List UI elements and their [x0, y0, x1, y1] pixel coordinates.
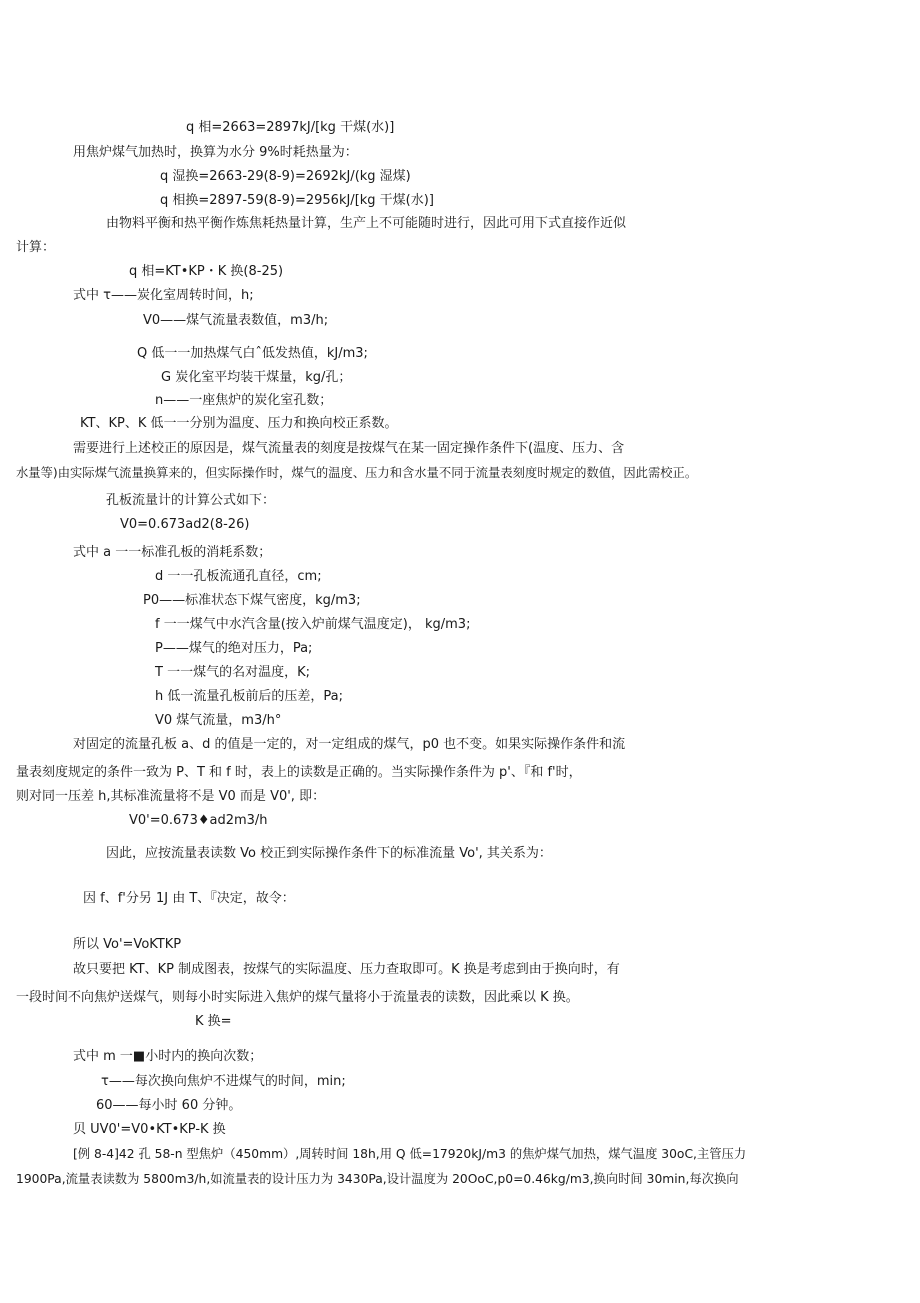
formula-line: q 相=2663=2897kJ/[kg 干煤(水)] — [186, 120, 395, 135]
text-line: 60——每小时 60 分钟。 — [96, 1098, 242, 1113]
text-line: 由物料平衡和热平衡作炼焦耗热量计算，生产上不可能随时进行，因此可用下式直接作近似 — [106, 216, 627, 231]
text-line: 水量等)由实际煤气流量换算来的，但实际操作时，煤气的温度、压力和含水量不同于流量表刻度时规定的数值，因此需校正。 — [16, 466, 698, 480]
text-line: n——一座焦炉的炭化室孔数； — [155, 393, 333, 408]
formula-line: q 相换=2897-59(8-9)=2956kJ/[kg 干煤(水)] — [160, 193, 434, 208]
formula-line: V0'=0.673♦ad2m3/h — [129, 813, 268, 828]
text-line: 量表刻度规定的条件一致为 P、T 和 f 时，表上的读数是正确的。当实际操作条件为 p'、『和 f'时， — [16, 765, 582, 780]
text-line: 孔板流量计的计算公式如下： — [106, 493, 276, 508]
text-line: h 低一流量孔板前后的压差，Pa; — [155, 689, 343, 704]
text-line: 式中 τ——炭化室周转时间，h; — [73, 288, 254, 303]
text-line: P0——标准状态下煤气密度，kg/m3; — [143, 593, 361, 608]
formula-line: 所以 Vo'=VoKTKP — [73, 937, 182, 952]
text-line: 式中 a 一一标准孔板的消耗系数； — [73, 545, 272, 560]
text-line: V0——煤气流量表数值，m3/h; — [143, 313, 329, 328]
text-line: G 炭化室平均装干煤量，kg/孔； — [161, 370, 352, 385]
text-line: 对固定的流量孔板 a、d 的值是一定的，对一定组成的煤气，p0 也不变。如果实际操作条件和流 — [73, 737, 626, 752]
text-line: Q 低一一加热煤气白ˆ低发热值，kJ/m3; — [137, 346, 368, 361]
text-line: 计算： — [16, 240, 56, 255]
text-line: KT、KP、K 低一一分别为温度、压力和换向校正系数。 — [80, 416, 398, 431]
text-line: 因 f、f'分另 1J 由 T、『决定，故令： — [83, 891, 295, 906]
text-line: 需要进行上述校正的原因是，煤气流量表的刻度是按煤气在某一固定操作条件下(温度、压力、含 — [73, 441, 625, 456]
text-line: [例 8-4]42 孔 58-n 型焦炉（450mm）,周转时间 18h,用 Q 低=17920kJ/m3 的焦炉煤气加热，煤气温度 30oC,主管压力 — [73, 1147, 747, 1161]
text-line: f 一一煤气中水汽含量(按入炉前煤气温度定)， kg/m3; — [155, 617, 471, 632]
text-line: 式中 m 一■小时内的换向次数； — [73, 1049, 263, 1064]
text-line: 则对同一压差 h,其标准流量将不是 V0 而是 V0', 即： — [16, 789, 326, 804]
formula-line: K 换= — [195, 1014, 232, 1029]
text-line: 用焦炉煤气加热时，换算为水分 9%时耗热量为： — [73, 145, 358, 160]
text-line: 1900Pa,流量表读数为 5800m3/h,如流量表的设计压力为 3430Pa,设计温度为 20OoC,p0=0.46kg/m3,换向时间 30min,每次换向 — [16, 1172, 739, 1186]
text-line: 一段时间不向焦炉送煤气，则每小时实际进入焦炉的煤气量将小于流量表的读数，因此乘以 K 换。 — [16, 990, 579, 1005]
text-line: τ——每次换向焦炉不进煤气的时间，min; — [101, 1074, 346, 1089]
text-line: T 一一煤气的名对温度，K; — [155, 665, 310, 680]
text-line: 故只要把 KT、KP 制成图表，按煤气的实际温度、压力查取即可。K 换是考虑到由于换向时，有 — [73, 962, 620, 977]
text-line: 因此，应按流量表读数 Vo 校正到实际操作条件下的标准流量 Vo', 其关系为： — [106, 846, 552, 861]
formula-line: q 湿换=2663-29(8-9)=2692kJ/(kg 湿煤) — [160, 169, 411, 184]
formula-line: V0=0.673ad2(8-26) — [120, 517, 250, 532]
text-line: P——煤气的绝对压力，Pa; — [155, 641, 313, 656]
formula-line: q 相=KT•KP・K 换(8-25) — [129, 264, 284, 279]
text-line: d 一一孔板流通孔直径，cm; — [155, 569, 322, 584]
text-line: V0 煤气流量，m3/h° — [155, 713, 282, 728]
formula-line: 贝 UV0'=V0•KT•KP-K 换 — [73, 1122, 226, 1137]
